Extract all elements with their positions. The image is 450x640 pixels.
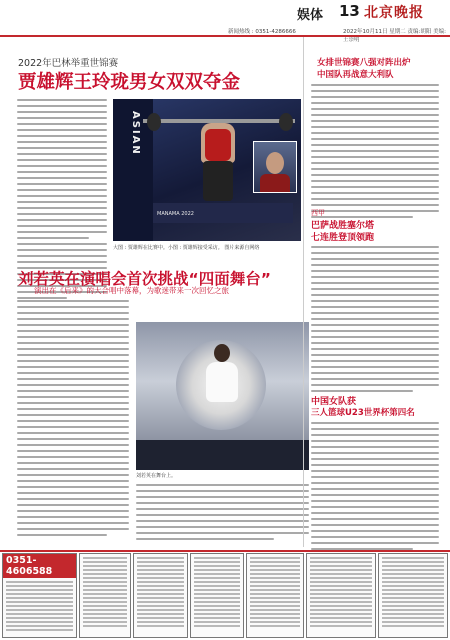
concert-caption: 刘若英在舞台上。	[136, 473, 177, 479]
right-story2-kicker: 西甲	[311, 209, 325, 217]
second-subhead: 演出在《后来》的大合唱中落幕，为歌迷带来一次回忆之旅	[34, 286, 229, 295]
second-body-bottom	[136, 484, 309, 540]
right-story1-body	[311, 84, 439, 218]
newspaper-logo: 北京晚报	[364, 5, 424, 21]
date-editors: 2022年10月11日 星期二 责编:胡阳 美编:王崇明	[343, 29, 446, 43]
inset-photo	[253, 141, 297, 193]
hotline: 新闻热线 : 0351-4286666	[228, 29, 296, 35]
section-title: 娱体	[297, 8, 324, 23]
ad-phone-number: 0351-4606588	[3, 554, 76, 578]
ad-box-2	[133, 553, 188, 638]
page-number: 13	[339, 2, 360, 20]
header-rule	[0, 35, 450, 37]
second-body-col1	[17, 300, 129, 536]
right-story2-body	[311, 246, 439, 392]
right-story1-headline: 中国队再战意大利队	[317, 70, 394, 80]
ad-box-5	[306, 553, 376, 638]
second-headline: 刘若英在演唱会首次挑战“四面舞台”	[18, 270, 271, 288]
right-story3-line2: 三人篮球U23世界杯第四名	[311, 408, 415, 418]
right-story1-kicker: 女排世锦赛八强对阵出炉	[317, 58, 411, 68]
photo-event-text: MANAMA 2022	[157, 211, 194, 217]
main-caption: 大图 : 贾雄辉在比赛中。小图 : 贾雄辉接受采访。 图片来源自网络	[113, 245, 260, 251]
ad-phone	[2, 553, 77, 638]
ad-box-1	[79, 553, 131, 638]
ad-box-3	[190, 553, 244, 638]
main-headline: 贾雄辉王玲珑男女双双夺金	[18, 72, 241, 93]
main-photo	[113, 99, 301, 241]
main-kicker: 2022年巴林举重世锦赛	[18, 58, 119, 69]
right-story2-line1: 巴萨战胜塞尔塔	[311, 221, 375, 231]
right-story3-line1: 中国女队获	[311, 397, 357, 407]
photo-banner-text: ASIAN	[130, 111, 141, 156]
ad-box-6	[378, 553, 448, 638]
ad-box-4	[246, 553, 304, 638]
concert-photo	[136, 322, 309, 470]
right-story2-line2: 七连胜登顶领跑	[311, 233, 375, 243]
right-story3-body	[311, 422, 439, 550]
